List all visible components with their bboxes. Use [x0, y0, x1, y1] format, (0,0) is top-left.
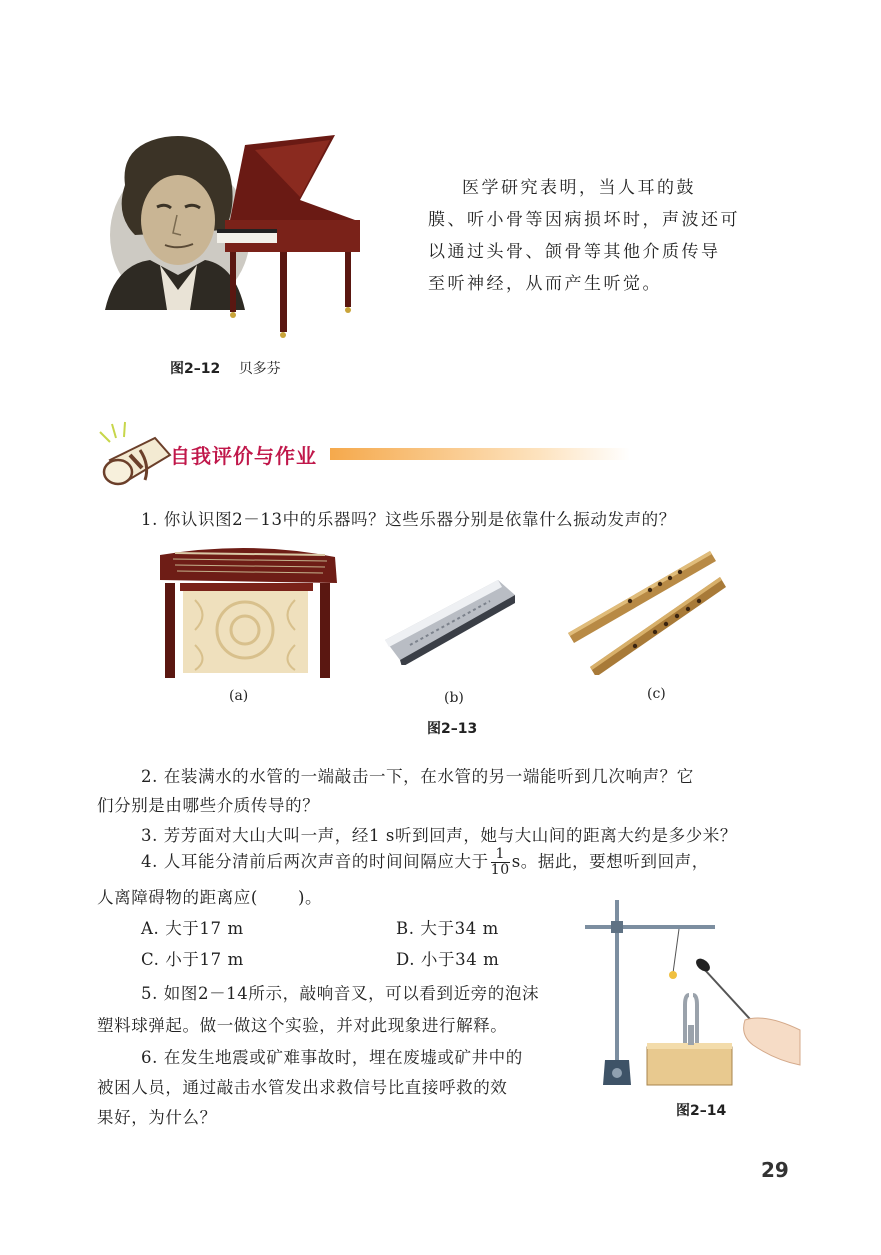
- section-title: 自我评价与作业: [170, 444, 317, 468]
- figure-caption-2-14: 图2–14: [676, 1103, 727, 1119]
- question-2-continued: 们分别是由哪些介质传导的？: [97, 796, 320, 815]
- fraction-denominator: 10: [490, 862, 510, 878]
- question-4-continued: [97, 884, 322, 908]
- page-number: 29: [761, 1158, 789, 1182]
- answer-blank-open: 人离障碍物的距离应(: [97, 888, 258, 907]
- question-2: 2. 在装满水的水管的一端敲击一下，在水管的另一端能听到几次响声？它: [141, 767, 694, 786]
- note-line: 至听神经，从而产生听觉。: [428, 274, 662, 294]
- scroll-icon: [90, 420, 180, 490]
- note-line: 医学研究表明，当人耳的鼓: [462, 178, 696, 198]
- option-b: B. 大于34 m: [396, 919, 499, 938]
- guzheng-illustration: [155, 545, 345, 685]
- beethoven-piano-illustration: [105, 125, 370, 355]
- figure-sublabel: (a): [229, 688, 249, 704]
- question-1: 1. 你认识图2－13中的乐器吗？这些乐器分别是依靠什么振动发声的？: [141, 510, 676, 529]
- question-5-continued: 塑料球弹起。做一做这个实验，并对此现象进行解释。: [97, 1016, 508, 1035]
- fraction: [491, 847, 510, 878]
- question-4-text: 4. 人耳能分清前后两次声音的时间间隔应大于: [141, 852, 489, 871]
- figure-sublabel: (b): [444, 690, 464, 706]
- question-4: [141, 847, 709, 878]
- figure-caption-2-13: 图2–13: [427, 721, 478, 737]
- figure-title: 贝多芬: [238, 361, 281, 377]
- note-line: 以通过头骨、颌骨等其他介质传导: [428, 242, 721, 262]
- figure-caption-2-12: [170, 358, 281, 378]
- figure-sublabel: (c): [647, 686, 666, 702]
- medical-note: [428, 172, 740, 300]
- option-d: D. 小于34 m: [396, 950, 500, 969]
- question-6: 6. 在发生地震或矿难事故时，埋在废墟或矿井中的: [141, 1048, 523, 1067]
- answer-blank-close: )。: [297, 888, 323, 907]
- question-5: 5. 如图2－14所示，敲响音叉，可以看到近旁的泡沫: [141, 984, 540, 1003]
- option-c: C. 小于17 m: [141, 950, 244, 969]
- tuning-fork-experiment-illustration: [585, 895, 805, 1095]
- fraction-numerator: 1: [491, 847, 510, 863]
- harmonica-illustration: [380, 575, 520, 665]
- section-header-bar: [330, 448, 630, 460]
- question-6-continued: 果好，为什么？: [97, 1108, 217, 1127]
- question-4-text: s。据此，要想听到回声，: [511, 852, 709, 871]
- question-6-continued: 被困人员，通过敲击水管发出求救信号比直接呼救的效: [97, 1078, 508, 1097]
- figure-number: 图2–12: [170, 361, 221, 377]
- note-line: 膜、听小骨等因病损坏时，声波还可: [428, 210, 740, 230]
- bamboo-flutes-illustration: [560, 545, 730, 675]
- option-a: A. 大于17 m: [141, 919, 244, 938]
- question-3: 3. 芳芳面对大山大叫一声，经1 s听到回声，她与大山间的距离大约是多少米？: [141, 826, 737, 845]
